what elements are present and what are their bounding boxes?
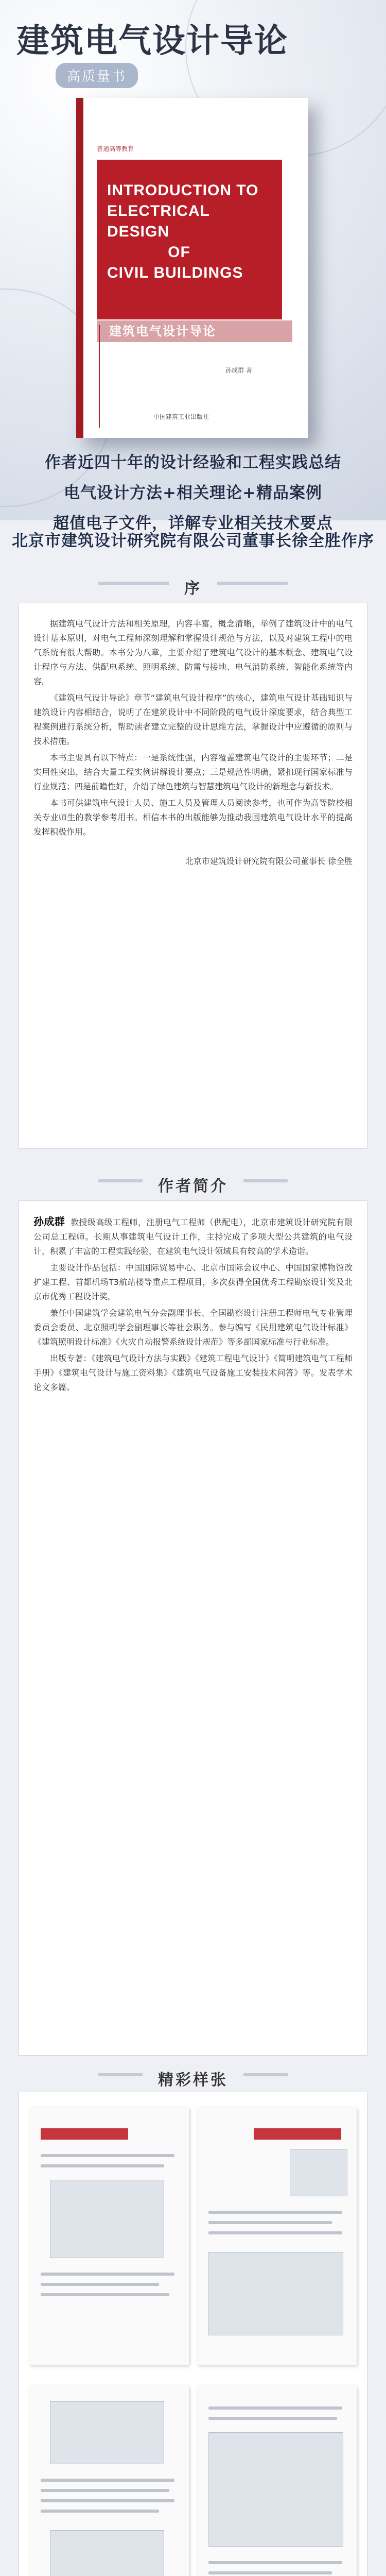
sample-heading-block xyxy=(254,2128,341,2140)
book-cover xyxy=(76,98,308,438)
author-paragraph: 出版专著：《建筑电气设计方法与实践》《建筑工程电气设计》《简明建筑电气工程师手册》《建筑电气设计与施工资料集》《建筑电气设备施工安装技术问答》等。发表学术论文多篇。 xyxy=(33,1353,353,1392)
author-text xyxy=(19,1201,367,1410)
book-english-title xyxy=(107,180,272,283)
author-bio: 教授级高级工程师，注册电气工程师（供配电），北京市建筑设计研究院有限公司总工程师。长期从事建筑电气设计工作，主持完成了多项大型公共建筑的电气设计，积累了丰富的工程实践经验，在建筑电气设计领域具有较高的学术造诣。 xyxy=(33,1217,353,1256)
selling-point: 超值电子文件，详解专业相关技术要点 xyxy=(53,514,333,533)
samples-panel xyxy=(19,2092,367,2576)
section-header-author xyxy=(0,1167,386,1195)
preface-signature: 北京市建筑设计研究院有限公司董事长 徐全胜 xyxy=(185,856,353,866)
text-line xyxy=(208,2417,337,2420)
sample-figure xyxy=(50,2180,164,2258)
sample-page xyxy=(197,2386,357,2576)
sample-table xyxy=(208,2252,343,2335)
preface-text xyxy=(19,603,367,855)
text-line xyxy=(41,2154,174,2157)
strip-text: 北京市建筑设计研究院有限公司董事长徐全胜作序 xyxy=(12,532,374,550)
author-panel xyxy=(19,1200,367,2056)
section-title: 序 xyxy=(169,573,217,600)
section-title: 作者简介 xyxy=(143,1171,243,1198)
book-en-line: CIVIL BUILDINGS xyxy=(107,264,243,281)
section-header-samples xyxy=(0,2061,386,2089)
book-en-line: INTRODUCTION TO xyxy=(107,182,259,199)
book-accent-line xyxy=(99,325,100,428)
selling-point: 电气设计方法+相关理论+精品案例 xyxy=(64,484,322,502)
book-series: 普通高等教育 xyxy=(97,145,134,152)
sample-figure xyxy=(50,2530,164,2576)
section-title: 精彩样张 xyxy=(143,2065,243,2092)
preface-panel xyxy=(19,603,367,1149)
text-line xyxy=(208,2211,342,2214)
book-en-line: OF xyxy=(168,244,190,261)
hero-banner xyxy=(0,0,386,533)
book-chinese-title: 建筑电气设计导论 xyxy=(97,320,292,342)
sample-page xyxy=(197,2108,357,2365)
preface-paragraph: 本书可供建筑电气设计人员、施工人员及管理人员阅读参考，也可作为高等院校相关专业师生的教学参考用书。相信本书的出版能够为推动我国建筑电气设计水平的提高发挥积极作用。 xyxy=(33,798,353,837)
text-line xyxy=(208,2406,342,2410)
sample-table xyxy=(208,2432,343,2547)
author-paragraph: 主要设计作品包括：中国国际贸易中心、北京市国际会议中心、中国国家博物馆改扩建工程、首都机场T3航站楼等重点工程项目，多次获得全国优秀工程勘察设计奖及北京市优秀工程设计奖。 xyxy=(33,1263,353,1301)
text-line xyxy=(41,2499,174,2502)
text-line xyxy=(41,2283,159,2286)
text-line xyxy=(41,2510,159,2513)
section-header-preface xyxy=(0,569,386,597)
selling-point: 作者近四十年的设计经验和工程实践总结 xyxy=(45,453,341,472)
quality-tag: 高质量书 xyxy=(56,63,138,88)
text-line xyxy=(208,2231,342,2234)
sample-figure xyxy=(290,2149,347,2196)
book-en-line: ELECTRICAL DESIGN xyxy=(107,202,210,240)
sample-heading-block xyxy=(41,2128,128,2140)
preface-paragraph: 据建筑电气设计方法和相关原理，内容丰富，概念清晰，举例了建筑设计中的电气设计基本原则，对电气工程师深刻理解和掌握设计规范与方法，以及对建筑工程中的电气系统有很大帮助。本书分为八章，主要介绍了建筑电气设计的基本概念、建筑电气设计程序与方法、供配电系统、照明系统、防雷与接地、电气消防系统、智能化系统等内容。 xyxy=(33,619,353,686)
sample-page xyxy=(29,2386,189,2576)
text-line xyxy=(41,2293,169,2296)
text-line xyxy=(41,2489,169,2492)
author-name: 孙成群 xyxy=(33,1215,65,1228)
text-line xyxy=(41,2273,174,2276)
book-author: 孙成群 著 xyxy=(225,367,252,374)
text-line xyxy=(208,2571,332,2574)
preface-author-strip xyxy=(0,520,386,562)
book-spine xyxy=(76,98,83,438)
text-line xyxy=(41,2164,164,2167)
sample-page xyxy=(29,2108,189,2365)
preface-paragraph: 本书主要具有以下特点：一是系统性强，内容覆盖建筑电气设计的主要环节；二是实用性突出，结合大量工程实例讲解设计要点；三是规范性明确，紧扣现行国家标准与行业规范；四是前瞻性好，介绍了绿色建筑与智慧建筑电气设计的新理念与新技术。 xyxy=(33,753,353,791)
author-paragraph xyxy=(33,1214,353,1259)
text-line xyxy=(208,2561,342,2564)
book-publisher: 中国建筑工业出版社 xyxy=(153,413,209,420)
author-paragraph: 兼任中国建筑学会建筑电气分会副理事长、全国勘察设计注册工程师电气专业管理委员会委员、北京照明学会副理事长等社会职务。参与编写《民用建筑电气设计标准》《建筑照明设计标准》《火灾自动报警系统设计规范》等多部国家标准与行业标准。 xyxy=(33,1308,353,1347)
hero-title: 建筑电气设计导论 xyxy=(16,22,288,60)
text-line xyxy=(208,2221,332,2224)
preface-paragraph: 《建筑电气设计导论》章节“建筑电气设计程序”的核心，建筑电气设计基础知识与建筑设计内容相结合，说明了在建筑设计中不同阶段的电气设计深度要求，结合典型工程案例进行系统分析，帮助读者建立完整的设计思维方法，掌握设计中应遵循的原则与技术措施。 xyxy=(33,693,353,746)
text-line xyxy=(41,2479,174,2482)
sample-figure xyxy=(50,2401,164,2464)
